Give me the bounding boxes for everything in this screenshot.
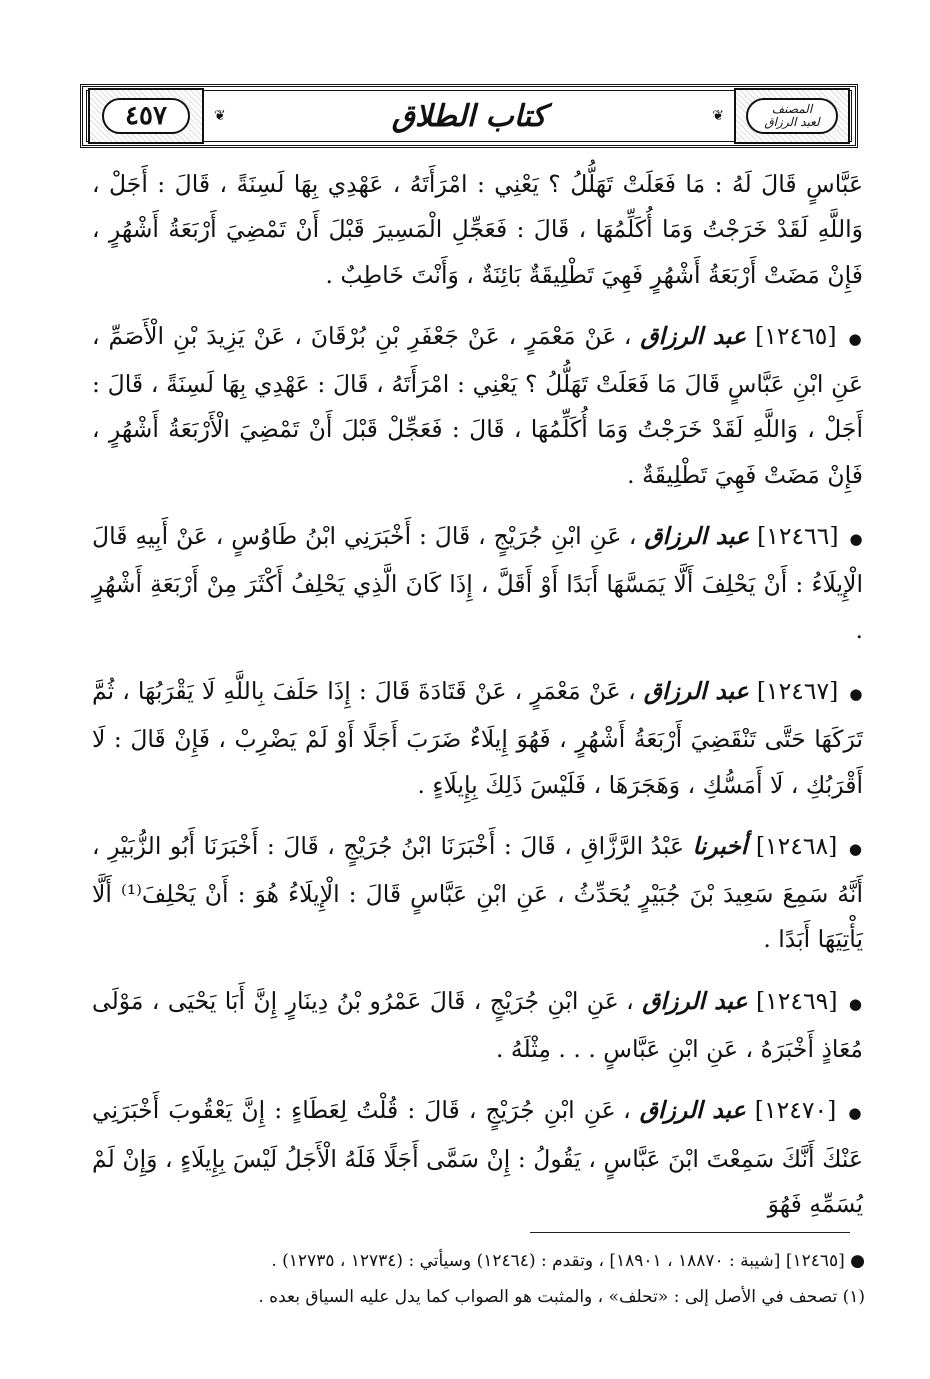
page-number: ٤٥٧ xyxy=(125,101,167,131)
logo-box xyxy=(734,88,850,144)
book-logo xyxy=(764,103,819,129)
footnote-divider xyxy=(530,1232,850,1233)
paragraph-text: ، عَنْ مَعْمَرٍ ، عَنْ قَتَادَةَ قَالَ : إِذَا حَلَفَ بِاللَّهِ لَا يَقْرَبُهَا ، ثُمَّ تَرَكَهَا حَتَّى تَنْقَضِيَ أَرْبَعَةُ أَشْهُرٍ ، فَهُوَ إِيلَاءٌ ضَرَبَ أَجَلًا أَوْ لَمْ يَضْرِبْ ، فَإِنْ قَالَ : لَا أَقْرَبُكِ ، لَا أَمَسُّكِ ، وَهَجَرَهَا ، فَلَيْسَ ذَلِكَ بِإِيلَاءٍ . xyxy=(92,676,863,799)
bullet-icon: ● xyxy=(849,684,864,703)
bullet-icon: ● xyxy=(848,329,863,348)
paragraph-text: ، عَنِ ابْنِ جُرَيْجٍ ، قَالَ : قُلْتُ لِعَطَاءٍ : إِنَّ يَعْقُوبَ أَخْبَرَنِي عَنْكَ أَنَّكَ سَمِعْتَ ابْنَ عَبَّاسٍ ، يَقُولُ : إِنْ سَمَّى أَجَلًا فَلَهُ الْأَجَلُ لَيْسَ بِإِيلَاءٍ ، وَإِنْ لَمْ يُسَمِّهِ فَهُوَ xyxy=(92,1096,863,1218)
hadith-source: عبد الرزاق xyxy=(644,522,750,551)
bullet-icon: ● xyxy=(848,1104,863,1123)
hadith-number: [١٢٤٦٥] xyxy=(755,321,837,350)
page-number-box xyxy=(88,88,204,144)
narration-paragraph xyxy=(92,824,863,963)
hadith-source: عبد الرزاق xyxy=(642,986,748,1015)
hadith-number: [١٢٤٦٩] xyxy=(756,986,838,1015)
hadith-number: [١٢٤٦٦] xyxy=(757,522,839,551)
bullet-icon: ● xyxy=(849,530,863,549)
paragraph-text: عَبْدُ الرَّزَّاقِ ، قَالَ : أَخْبَرَنَا ابْنُ جُرَيْجٍ ، قَالَ : أَخْبَرَنَا أَبُو الزُّبَيْرِ ، أَنَّهُ سَمِعَ سَعِيدَ بْنَ جُبَيْرٍ يُحَدِّثُ ، عَنِ ابْنِ عَبَّاسٍ قَالَ : الْإِيلَاءُ هُوَ : أَنْ يَحْلِفَ⁽¹⁾ أَلَّا يَأْتِيَهَا أَبَدًا . xyxy=(92,831,863,954)
paragraph-text: ، عَنْ مَعْمَرٍ ، عَنْ جَعْفَرِ بْنِ بُرْقَانَ ، عَنْ يَزِيدَ بْنِ الْأَصَمِّ ، عَنِ ابْنِ عَبَّاسٍ قَالَ مَا فَعَلَتْ تَهَلُّلُ ؟ يَعْنِي : امْرَأَتَهُ ، قَالَ : عَهْدِي بِهَا لَسِنَةً ، قَالَ : أَجَلْ ، وَاللَّهِ لَقَدْ خَرَجْتُ وَمَا أُكَلِّمُهَا ، قَالَ : فَعَجِّلْ قَبْلَ أَنْ تَمْضِيَ الْأَرْبَعَةُ أَشْهُرٍ ، فَإِنْ مَضَتْ فَهِيَ تَطْلِيقَةٌ . xyxy=(92,321,863,489)
page-number-oval xyxy=(102,98,190,134)
paragraph-text: ، عَنِ ابْنِ جُرَيْجٍ ، قَالَ : أَخْبَرَنِي ابْنُ طَاوُسٍ ، عَنْ أَبِيهِ قَالَ الْإِيلَاءُ : أَنْ يَحْلِفَ أَلَّا يَمَسَّهَا أَبَدًا أَوْ أَقَلَّ ، إِذَا كَانَ الَّذِي يَحْلِفُ أَكْثَرَ مِنْ أَرْبَعَةِ أَشْهُرٍ . xyxy=(92,522,863,644)
logo-line-1: المصنف xyxy=(771,102,813,116)
hadith-number: [١٢٤٦٧] xyxy=(756,676,839,705)
logo-line-2: لعبد الرزاق xyxy=(764,115,820,129)
hadith-source: عبد الرزاق xyxy=(640,321,747,350)
bullet-icon: ● xyxy=(848,839,863,858)
hadith-source: أخبرنا xyxy=(692,831,748,860)
hadith-number: [١٢٤٧٠] xyxy=(754,1096,837,1125)
logo-oval xyxy=(746,98,838,134)
narration-paragraph xyxy=(92,314,863,498)
footnote-cross-reference: ● [١٢٤٦٥] [شيبة : ١٨٨٧٠ ، ١٨٩٠١] ، وتقدم : (١٢٤٦٤) وسيأتي : (١٢٧٣٤ ، ١٢٧٣٥) . xyxy=(271,1251,865,1271)
main-text xyxy=(92,162,863,1227)
hadith-number: [١٢٤٦٨] xyxy=(755,831,838,860)
hadith-source: عبد الرزاق xyxy=(643,676,749,705)
footnote-correction: (١) تصحف في الأصل إلى : «تحلف» ، والمثبت هو الصواب كما يدل عليه السياق بعده . xyxy=(258,1287,865,1307)
ornament-icon: ❦ xyxy=(712,108,724,124)
footnotes xyxy=(120,1247,865,1311)
narration-paragraph xyxy=(92,669,863,808)
paragraph-text: عَبَّاسٍ قَالَ لَهُ : مَا فَعَلَتْ تَهَلُّلُ ؟ يَعْنِي : امْرَأَتَهُ ، عَهْدِي بِهَا لَسِنَةً ، قَالَ : أَجَلْ ، وَاللَّهِ لَقَدْ خَرَجْتُ وَمَا أُكَلِّمُهَا ، قَالَ : فَعَجِّلِ الْمَسِيرَ قَبْلَ أَنْ تَمْضِيَ أَرْبَعَةُ أَشْهُرٍ ، فَإِنْ مَضَتْ أَرْبَعَةُ أَشْهُرٍ فَهِيَ تَطْلِيقَةٌ بَائِنَةٌ ، وَأَنْتَ خَاطِبٌ . xyxy=(92,170,863,289)
continuation-paragraph xyxy=(92,162,863,298)
narration-paragraph xyxy=(92,979,863,1073)
narration-paragraph xyxy=(92,1088,863,1227)
paragraph-text: ، عَنِ ابْنِ جُرَيْجٍ ، قَالَ عَمْرُو بْنُ دِينَارٍ إِنَّ أَبَا يَحْيَى ، مَوْلَى مُعَاذٍ أَخْبَرَهُ ، عَنِ ابْنِ عَبَّاسٍ . . . مِثْلَهُ . xyxy=(92,986,863,1064)
bullet-icon: ● xyxy=(848,994,863,1013)
book-title: كتاب الطلاق xyxy=(391,98,547,134)
hadith-source: عبد الرزاق xyxy=(639,1096,746,1125)
page-header xyxy=(80,84,858,148)
narration-paragraph xyxy=(92,514,863,653)
ornament-icon: ❦ xyxy=(214,108,226,124)
